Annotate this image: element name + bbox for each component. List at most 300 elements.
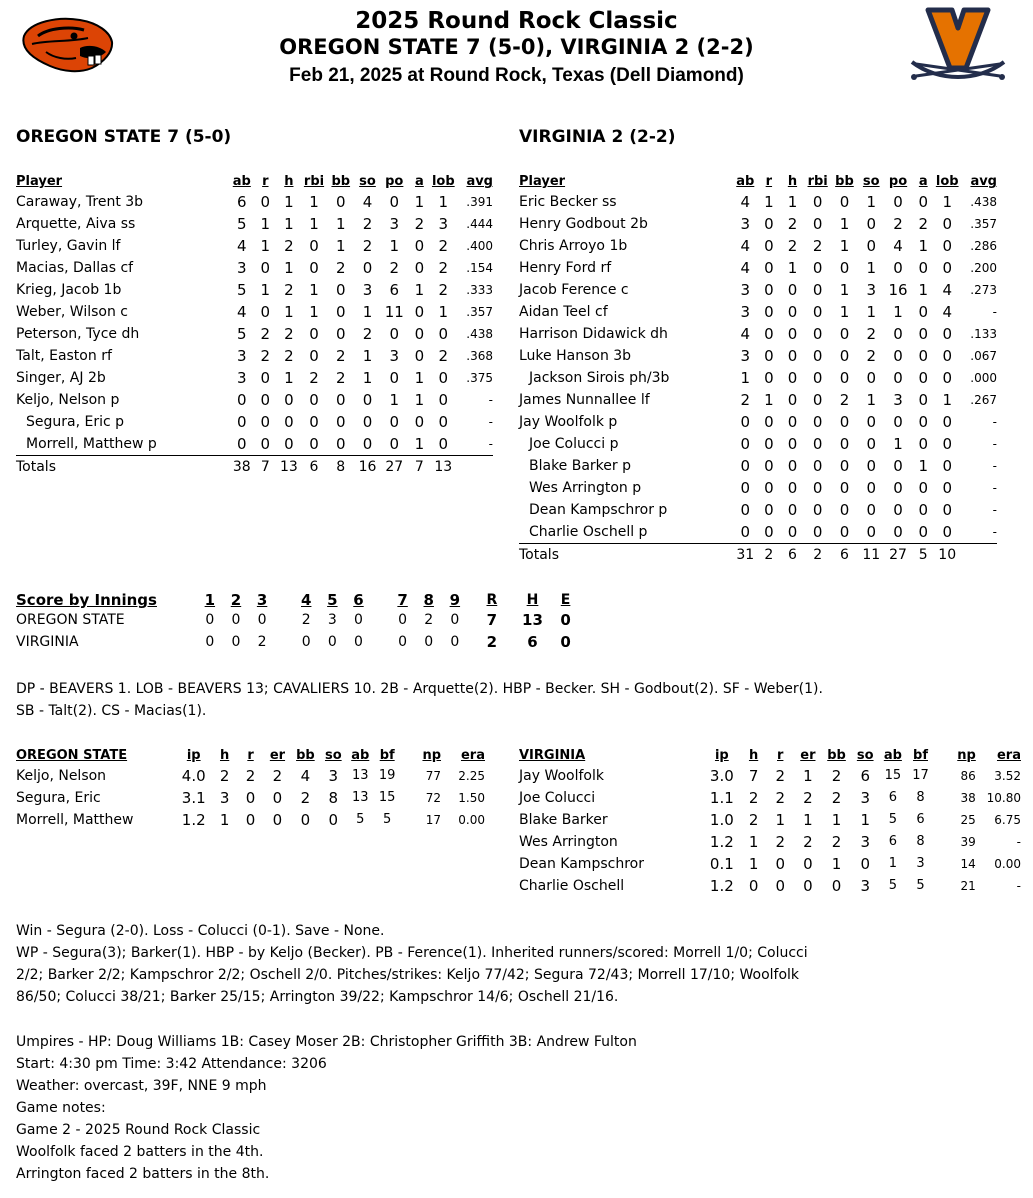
total-h: 6 <box>788 547 797 563</box>
stat-ab: 4 <box>740 325 751 343</box>
column-header-player: Player <box>16 174 63 189</box>
stat-avg: - <box>992 459 997 473</box>
stat-r: 1 <box>764 193 774 211</box>
stat-r: 0 <box>764 457 774 475</box>
pitcher-name: Morrell, Matthew <box>16 812 134 828</box>
pitching-r: 0 <box>775 877 785 895</box>
stat-lob: 2 <box>438 347 449 365</box>
stat-h: 0 <box>787 391 798 409</box>
stat-r: 1 <box>260 237 271 255</box>
stat-lob: 0 <box>438 413 449 431</box>
stat-r: 0 <box>764 369 774 387</box>
pitching-r: 0 <box>245 789 256 807</box>
stat-so: 0 <box>866 237 877 255</box>
pitching-header-ip: ip <box>186 748 201 763</box>
pitching-ab: 1 <box>888 856 897 871</box>
pitching-r: 0 <box>245 811 256 829</box>
stat-so: 0 <box>866 479 877 497</box>
pitching-bf: 5 <box>916 878 925 893</box>
inning-runs: 0 <box>398 634 408 650</box>
column-header-po: po <box>888 174 908 189</box>
stat-r: 1 <box>260 281 271 299</box>
linescore-table <box>16 591 582 653</box>
stat-avg: .067 <box>970 349 997 363</box>
stat-so: 2 <box>362 237 373 255</box>
stat-r: 0 <box>260 259 271 277</box>
pitching-era: - <box>1016 879 1021 893</box>
stat-bb: 2 <box>839 391 850 409</box>
player-name: Turley, Gavin lf <box>16 238 121 254</box>
home-batting-table <box>519 173 997 566</box>
inning-header: 6 <box>353 591 364 609</box>
stat-po: 3 <box>389 215 400 233</box>
pitching-header-r: r <box>777 748 784 763</box>
stat-rbi: 0 <box>812 281 823 299</box>
stat-lob: 4 <box>942 303 952 321</box>
player-row <box>519 389 997 411</box>
stat-h: 0 <box>787 303 798 321</box>
stat-rbi: 0 <box>804 521 831 544</box>
game-dateline: Feb 21, 2025 at Round Rock, Texas (Dell Diamond) <box>289 65 744 86</box>
player-name: Singer, AJ 2b <box>16 370 106 386</box>
stat-r: 2 <box>260 347 271 365</box>
stat-ab: 4 <box>740 237 751 255</box>
stat-r: 0 <box>764 413 774 431</box>
stat-h: 0 <box>787 501 798 519</box>
column-header-avg: avg <box>970 174 997 189</box>
stat-ab: 0 <box>740 413 751 431</box>
stat-avg: - <box>455 433 493 456</box>
stat-po: 3 <box>893 391 903 409</box>
stat-rbi: 0 <box>812 435 823 453</box>
stat-avg: .267 <box>970 393 997 407</box>
rhe-header-e: E <box>560 592 571 608</box>
column-header-rbi: rbi <box>303 174 325 189</box>
stat-lob: 0 <box>438 369 449 387</box>
stat-bb: 1 <box>839 237 850 255</box>
pitching-np: 86 <box>960 769 976 783</box>
pitching-bb: 2 <box>831 789 842 807</box>
player-name: Dean Kampschror p <box>529 502 668 518</box>
stat-bb: 0 <box>839 479 850 497</box>
stat-h: 0 <box>787 435 798 453</box>
stat-a: 0 <box>414 413 425 431</box>
stat-lob: 3 <box>438 215 449 233</box>
pitching-era: 0.00 <box>994 857 1021 871</box>
pitching-r: 0 <box>775 855 785 873</box>
stat-h: 2 <box>284 237 294 255</box>
stat-rbi: 0 <box>301 433 328 456</box>
player-row <box>519 323 997 345</box>
stat-so: 1 <box>362 347 373 365</box>
pitch-notes-line-1: WP - Segura(3); Barker(1). HBP - by Keljo (Becker). PB - Ference(1). Inherited runners/scored: Morrell 1/0; Colucci <box>16 945 808 961</box>
stat-h: 0 <box>284 391 294 409</box>
player-name: Morrell, Matthew p <box>16 433 230 456</box>
pitching-header-era: era <box>460 748 485 763</box>
stat-bb: 1 <box>839 303 850 321</box>
column-header-player: Player <box>519 174 566 189</box>
stat-so: 0 <box>858 521 885 544</box>
stat-bb: 0 <box>839 347 850 365</box>
player-name: Krieg, Jacob 1b <box>16 282 122 298</box>
column-header-avg: avg <box>466 174 493 189</box>
stat-r: 0 <box>764 215 774 233</box>
stat-so: 0 <box>362 391 373 409</box>
stat-a: 0 <box>414 347 425 365</box>
column-header-h: h <box>787 174 798 189</box>
player-row <box>519 213 997 235</box>
pitching-np: 21 <box>960 879 976 893</box>
stat-h: 0 <box>277 433 301 456</box>
stat-h: 0 <box>787 347 798 365</box>
stat-h: 2 <box>787 215 798 233</box>
stat-po: 2 <box>389 259 400 277</box>
pitching-bf: 8 <box>916 834 925 849</box>
inning-runs: 0 <box>398 612 408 628</box>
player-row <box>16 191 493 213</box>
pitching-ab: 13 <box>351 768 369 783</box>
linescore-r: 7 <box>486 611 498 629</box>
inning-runs: 0 <box>424 634 434 650</box>
player-row <box>16 367 493 389</box>
pitching-er: 2 <box>272 767 283 785</box>
pitching-h: 2 <box>748 811 759 829</box>
rhe-header-r: R <box>486 592 498 608</box>
pitching-so: 3 <box>860 833 870 851</box>
stat-h: 1 <box>284 193 294 211</box>
inning-runs: 0 <box>450 634 460 650</box>
stat-h: 0 <box>284 413 294 431</box>
stat-ab: 3 <box>237 347 247 365</box>
total-rbi: 2 <box>813 547 823 563</box>
stat-po: 0 <box>893 479 903 497</box>
stat-ab: 0 <box>237 391 247 409</box>
player-row <box>519 235 997 257</box>
pitching-r: 1 <box>775 811 785 829</box>
player-name: Luke Hanson 3b <box>519 348 632 364</box>
stat-bb: 0 <box>831 521 858 544</box>
stat-bb: 0 <box>839 501 850 519</box>
column-header-po: po <box>385 174 404 189</box>
stat-so: 2 <box>866 347 877 365</box>
column-header-r: r <box>262 174 269 189</box>
stat-avg: .444 <box>466 217 493 231</box>
pitching-era: 2.25 <box>458 769 485 783</box>
stat-r: 0 <box>764 303 774 321</box>
home-pitching-table <box>519 747 1021 897</box>
pitching-era: 10.80 <box>986 791 1021 805</box>
pitching-header-bf: bf <box>379 748 395 763</box>
pitching-ip: 1.0 <box>709 811 734 829</box>
stat-h: 1 <box>787 193 798 211</box>
pitching-ab: 5 <box>888 812 897 827</box>
player-row <box>519 411 997 433</box>
player-name: Eric Becker ss <box>519 194 617 210</box>
stat-a: 0 <box>918 347 929 365</box>
stat-h: 2 <box>284 281 294 299</box>
pitching-header-ab: ab <box>883 748 902 763</box>
away-team-title: OREGON STATE 7 (5-0) <box>16 127 232 147</box>
pitching-so: 0 <box>860 855 870 873</box>
inning-runs: 0 <box>354 612 363 628</box>
stat-r: 0 <box>764 259 774 277</box>
inning-header: 8 <box>423 591 434 609</box>
pitcher-row <box>519 875 1021 897</box>
stat-a: 1 <box>918 281 929 299</box>
pitching-bb: 2 <box>300 789 311 807</box>
total-avg-blank <box>455 456 493 479</box>
stat-bb: 0 <box>839 259 850 277</box>
stat-rbi: 1 <box>309 193 319 211</box>
pitching-np: 14 <box>960 857 976 871</box>
stat-lob: 0 <box>942 215 952 233</box>
stat-ab: 3 <box>237 259 247 277</box>
pitch-notes-line-2: 2/2; Barker 2/2; Kampschror 2/2; Oschell 2/0. Pitches/strikes: Keljo 77/42; Segura 72/43; Morrell 17/10; Woolfolk <box>16 967 800 983</box>
stat-a: 0 <box>414 237 425 255</box>
player-row <box>519 301 997 323</box>
total-lob: 10 <box>938 547 957 563</box>
pitching-er: 2 <box>803 789 813 807</box>
pitching-h: 1 <box>219 811 230 829</box>
stat-so: 0 <box>354 433 381 456</box>
pitching-ab: 15 <box>884 768 902 783</box>
linescore-h: 6 <box>527 633 538 651</box>
pitching-so: 6 <box>860 767 870 785</box>
inning-header: 5 <box>327 591 338 609</box>
stat-ab: 0 <box>740 457 751 475</box>
pitching-bf: 17 <box>912 768 929 783</box>
stat-so: 0 <box>866 457 877 475</box>
pitching-header-er: er <box>269 748 286 763</box>
stat-rbi: 2 <box>309 369 319 387</box>
stat-bb: 0 <box>335 325 346 343</box>
stat-ab: 1 <box>740 369 751 387</box>
stat-ab: 0 <box>230 433 254 456</box>
stat-ab: 3 <box>740 347 751 365</box>
pitching-ip: 3.0 <box>709 767 734 785</box>
stat-rbi: 0 <box>812 369 823 387</box>
stat-po: 0 <box>389 325 400 343</box>
stat-h: 0 <box>787 479 798 497</box>
stat-avg: - <box>992 503 997 517</box>
stat-ab: 4 <box>740 259 751 277</box>
stat-h: 1 <box>284 303 294 321</box>
stat-avg: .333 <box>466 283 493 297</box>
stat-so: 2 <box>866 325 877 343</box>
total-lob: 13 <box>434 459 453 475</box>
stat-rbi: 0 <box>812 325 823 343</box>
stat-r: 0 <box>764 347 774 365</box>
pitching-header-ip: ip <box>714 748 729 763</box>
pitching-h: 2 <box>748 789 759 807</box>
stat-rbi: 0 <box>309 259 319 277</box>
stat-so: 0 <box>866 215 877 233</box>
column-header-rbi: rbi <box>807 174 828 189</box>
total-ab: 31 <box>736 547 755 563</box>
stat-rbi: 0 <box>812 501 823 519</box>
stat-avg: - <box>992 481 997 495</box>
stat-bb: 0 <box>839 435 850 453</box>
pitching-r: 2 <box>775 789 785 807</box>
stat-avg: .200 <box>970 261 997 275</box>
stat-lob: 0 <box>942 369 952 387</box>
player-row <box>519 367 997 389</box>
home-team-title: VIRGINIA 2 (2-2) <box>519 127 676 147</box>
totals-label: Totals <box>16 459 56 475</box>
column-header-lob: lob <box>431 174 455 189</box>
game-score-line: OREGON STATE 7 (5-0), VIRGINIA 2 (2-2) <box>279 35 754 59</box>
pitching-ip: 1.2 <box>709 877 734 895</box>
game-note-2: Woolfolk faced 2 batters in the 4th. <box>16 1144 264 1160</box>
stat-po: 1 <box>893 435 903 453</box>
pitch-notes-line-3: 86/50; Colucci 38/21; Barker 25/15; Arrington 39/22; Kampschror 14/6; Oschell 21/16. <box>16 989 619 1005</box>
stat-rbi: 1 <box>309 303 319 321</box>
player-name: Charlie Oschell p <box>519 521 733 544</box>
pitching-r: 2 <box>775 767 785 785</box>
pitching-bb: 2 <box>831 833 842 851</box>
stat-lob: 0 <box>438 391 449 409</box>
stat-so: 0 <box>866 501 877 519</box>
pitcher-row <box>519 853 1021 875</box>
stat-lob: 4 <box>942 281 952 299</box>
linescore-e: 0 <box>560 633 571 651</box>
player-name: Segura, Eric p <box>26 414 125 430</box>
stat-po: 4 <box>893 237 903 255</box>
pitching-np: 25 <box>960 813 976 827</box>
stat-avg: - <box>992 305 997 319</box>
stat-po: 0 <box>885 521 912 544</box>
stat-a: 1 <box>918 457 929 475</box>
player-row <box>519 455 997 477</box>
stat-rbi: 0 <box>812 193 823 211</box>
inning-header: 7 <box>397 591 408 609</box>
stat-avg: .273 <box>970 283 997 297</box>
weather: Weather: overcast, 39F, NNE 9 mph <box>16 1078 267 1094</box>
stat-ab: 0 <box>733 521 757 544</box>
stat-r: 1 <box>764 391 774 409</box>
stat-avg: .400 <box>466 239 493 253</box>
player-name: Joe Colucci p <box>529 436 619 452</box>
pitching-header-np: np <box>422 748 442 763</box>
away-pitching-table <box>16 747 485 831</box>
player-name: Jay Woolfolk p <box>519 414 618 430</box>
stat-h: 2 <box>787 237 798 255</box>
stat-bb: 0 <box>327 433 354 456</box>
totals-label: Totals <box>519 547 559 563</box>
inning-runs: 0 <box>231 634 241 650</box>
pitching-h: 1 <box>748 833 759 851</box>
stat-lob: 0 <box>942 479 952 497</box>
stat-so: 1 <box>866 259 877 277</box>
stat-r: 0 <box>764 237 774 255</box>
stat-lob: 1 <box>438 193 449 211</box>
stat-po: 0 <box>893 369 903 387</box>
stat-h: 0 <box>787 413 798 431</box>
pitching-np: 77 <box>425 769 442 783</box>
total-bb: 8 <box>336 459 346 475</box>
pitching-ab: 5 <box>888 878 897 893</box>
total-so: 16 <box>358 459 377 475</box>
stat-bb: 1 <box>335 237 346 255</box>
player-name: Aidan Teel cf <box>519 304 608 320</box>
pitching-bf: 5 <box>383 812 392 827</box>
stat-po: 2 <box>893 215 903 233</box>
stat-avg: - <box>488 415 493 429</box>
pitching-h: 0 <box>748 877 759 895</box>
stat-h: 2 <box>284 347 294 365</box>
away-batting-table <box>16 173 493 478</box>
player-row <box>16 433 493 456</box>
column-header-a: a <box>415 174 424 189</box>
stat-h: 0 <box>787 369 798 387</box>
stat-h: 0 <box>787 325 798 343</box>
game-notes-line-2: SB - Talt(2). CS - Macias(1). <box>16 703 207 719</box>
pitcher-row <box>519 787 1021 809</box>
stat-ab: 4 <box>237 237 247 255</box>
stat-a: 2 <box>414 215 425 233</box>
stat-r: 0 <box>260 391 271 409</box>
pitching-ab: 13 <box>351 790 369 805</box>
pitching-h: 2 <box>219 767 230 785</box>
pitching-header-np: np <box>957 748 976 763</box>
stat-a: 0 <box>918 325 929 343</box>
player-name: Weber, Wilson c <box>16 304 128 320</box>
stat-bb: 2 <box>335 347 346 365</box>
stat-h: 1 <box>284 215 294 233</box>
column-header-bb: bb <box>835 174 854 189</box>
pitching-ab: 6 <box>888 790 897 805</box>
player-row <box>519 477 997 499</box>
pitching-bb: 4 <box>300 767 311 785</box>
stat-so: 4 <box>362 193 373 211</box>
stat-a: 0 <box>414 303 425 321</box>
pitching-header-so: so <box>856 748 874 763</box>
player-row <box>519 279 997 301</box>
player-name: Chris Arroyo 1b <box>519 238 628 254</box>
player-name: James Nunnallee lf <box>519 392 650 408</box>
inning-header: 4 <box>301 591 312 609</box>
stat-po: 0 <box>893 347 903 365</box>
stat-lob: 0 <box>942 347 952 365</box>
pitcher-name: Charlie Oschell <box>519 878 625 894</box>
total-a: 5 <box>918 547 928 563</box>
pitching-header-er: er <box>800 748 816 763</box>
stat-a: 0 <box>918 413 929 431</box>
player-name: Caraway, Trent 3b <box>16 194 144 210</box>
stat-lob: 0 <box>942 325 952 343</box>
player-name: Arquette, Aiva ss <box>16 216 136 232</box>
player-name: Henry Godbout 2b <box>519 216 648 232</box>
stat-h: 0 <box>781 521 805 544</box>
pitching-header-h: h <box>219 748 230 763</box>
stat-rbi: 1 <box>309 281 319 299</box>
total-r: 7 <box>260 459 270 475</box>
stat-avg: .438 <box>970 195 997 209</box>
stat-ab: 0 <box>237 413 247 431</box>
player-row <box>16 389 493 411</box>
stat-ab: 0 <box>740 479 751 497</box>
player-name: Jackson Sirois ph/3b <box>529 370 670 386</box>
stat-a: 1 <box>414 369 425 387</box>
stat-r: 0 <box>764 325 774 343</box>
stat-r: 0 <box>260 413 271 431</box>
stat-r: 0 <box>254 433 278 456</box>
pitching-r: 2 <box>245 767 256 785</box>
pitcher-name: Dean Kampschror <box>519 856 644 872</box>
pitching-bf: 3 <box>916 856 925 871</box>
player-row <box>16 279 493 301</box>
pitching-so: 8 <box>328 789 339 807</box>
